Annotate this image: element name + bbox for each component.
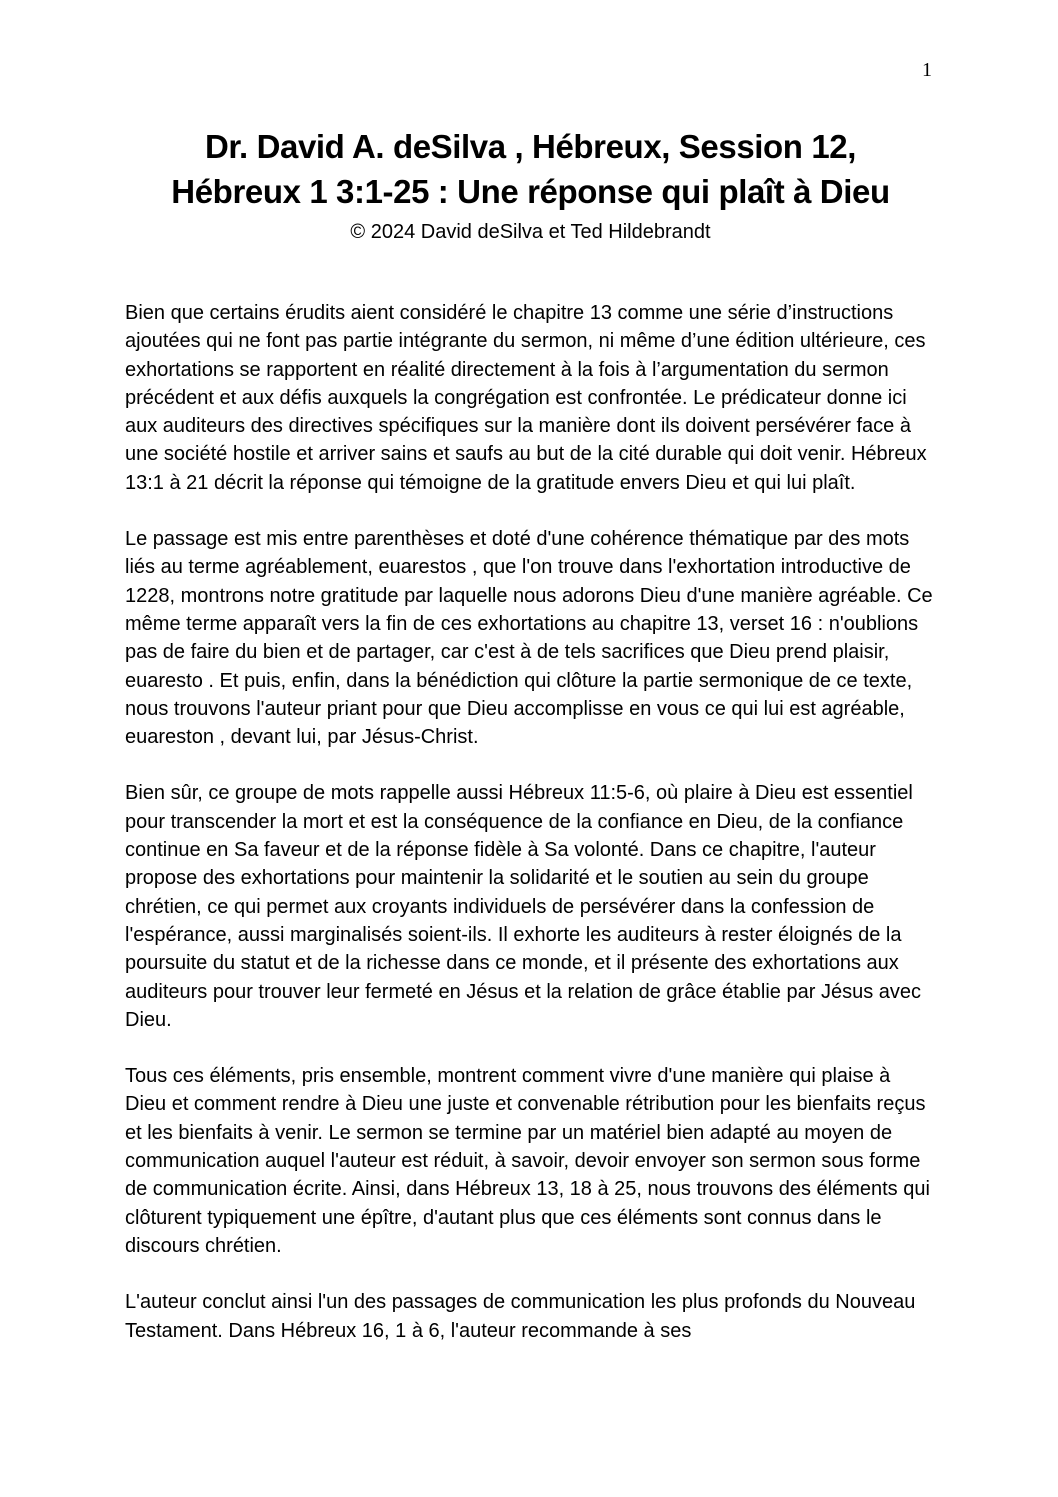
paragraph: Bien que certains érudits aient considéré le chapitre 13 comme une série d’instructions ajoutées qui ne font pas partie intégrante du sermon, ni même d’une édition ultérieure, ces exhortations se rapportent en réalité directement à la fois à l’argumentation du sermon précédent et aux défis auxquels la congrégation est confrontée. Le prédicateur donne ici aux auditeurs des directives spécifiques sur la manière dont ils doivent persévérer face à une société hostile et arriver sains et saufs au but de la cité durable qui doit venir. Hébreux 13:1 à 21 décrit la réponse qui témoigne de la gratitude envers Dieu et qui lui plaît. (125, 302, 927, 494)
paragraph: L'auteur conclut ainsi l'un des passages de communication les plus profonds du Nouveau Testament. Dans Hébreux 16, 1 à 6, l'auteur recommande à ses (125, 1291, 916, 1342)
paragraph: Tous ces éléments, pris ensemble, montrent comment vivre d'une manière qui plaise à Dieu et comment rendre à Dieu une juste et convenable rétribution pour les bienfaits reçus et les bienfaits à venir. Le sermon se termine par un matériel bien adapté au moyen de communication auquel l'auteur est réduit, à savoir, devoir envoyer son sermon sous forme de communication écrite. Ainsi, dans Hébreux 13, 18 à 25, nous trouvons des éléments qui clôturent typiquement une épître, d'autant plus que ces éléments sont connus dans le discours chrétien. (125, 1065, 930, 1257)
document-title-line-2: Hébreux 1 3:1-25 : Une réponse qui plaît à Dieu (171, 173, 890, 210)
document-body (125, 299, 936, 1345)
paragraph: Le passage est mis entre parenthèses et doté d'une cohérence thématique par des mots liés au terme agréablement, euarestos , que l'on trouve dans l'exhortation introductive de 1228, montrons notre gratitude par laquelle nous adorons Dieu d'une manière agréable. Ce même terme apparaît vers la fin de ces exhortations au chapitre 13, verset 16 : n'oublions pas de faire du bien et de partager, car c'est à de tels sacrifices que Dieu prend plaisir, euaresto . Et puis, enfin, dans la bénédiction qui clôture la partie sermonique de ce texte, nous trouvons l'auteur priant pour que Dieu accomplisse en vous ce qui lui est agréable, euareston , devant lui, par Jésus-Christ. (125, 528, 933, 749)
paragraph: Bien sûr, ce groupe de mots rappelle aussi Hébreux 11:5-6, où plaire à Dieu est essentiel pour transcender la mort et est la conséquence de la confiance en Dieu, de la confiance continue en Sa faveur et de la réponse fidèle à Sa volonté. Dans ce chapitre, l'auteur propose des exhortations pour maintenir la solidarité et le soutien au sein du groupe chrétien, ce qui permet aux croyants individuels de persévérer dans la confession de l'espérance, aussi marginalisés soient-ils. Il exhorte les auditeurs à rester éloignés de la poursuite du statut et de la richesse dans ce monde, et il présente des exhortations aux auditeurs pour trouver leur fermeté en Jésus et la relation de grâce établie par Jésus avec Dieu. (125, 782, 921, 1031)
title-block (125, 124, 936, 246)
page-number: 1 (922, 59, 932, 81)
copyright-line: © 2024 David deSilva et Ted Hildebrandt (350, 221, 711, 243)
document-title-line-1: Dr. David A. deSilva , Hébreux, Session 12, (204, 128, 857, 165)
page-content (0, 124, 1058, 1345)
